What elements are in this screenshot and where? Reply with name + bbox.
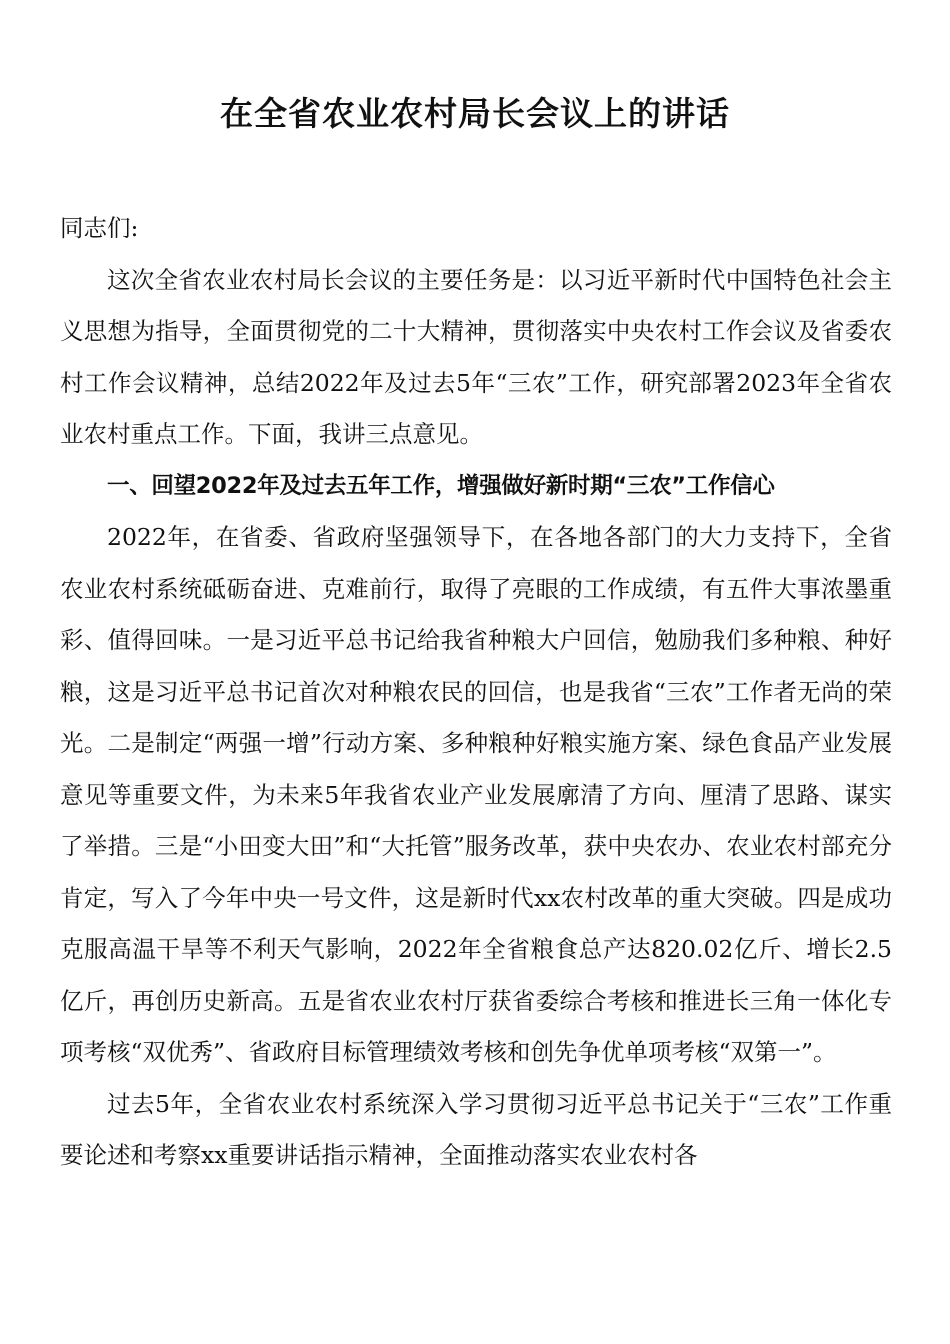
salutation: 同志们: bbox=[60, 214, 139, 242]
paragraph-2022-achievements: 2022年，在省委、省政府坚强领导下，在各地各部门的大力支持下，全省农业农村系统砥砺奋进、克难前行，取得了亮眼的工作成绩，有五件大事浓墨重彩、值得回味。一是习近平总书记给我省种粮大户回信，勉励我们多种粮、种好粮，这是习近平总书记首次对种粮农民的回信，也是我省“三农”工作者无尚的荣光。二是制定“两强一增”行动方案、多种粮种好粮实施方案、绿色食品产业发展意见等重要文件，为未来5年我省农业产业发展廓清了方向、厘清了思路、谋实了举措。三是“小田变大田”和“大托管”服务改革，获中央农办、农业农村部充分肯定，写入了今年中央一号文件，这是新时代xx农村改革的重大突破。四是成功克服高温干旱等不利天气影响，2022年全省粮食总产达820.02亿斤、增长2.5亿斤，再创历史新高。五是省农业农村厅获省委综合考核和推进长三角一体化专项考核“双优秀”、省政府目标管理绩效考核和创先争优单项考核“双第一”。 bbox=[60, 523, 892, 1066]
document-body bbox=[60, 203, 892, 1182]
paragraph-past-five-years: 过去5年，全省农业农村系统深入学习贯彻习近平总书记关于“三农”工作重要论述和考察xx重要讲话指示精神，全面推动落实农业农村各 bbox=[60, 1089, 892, 1169]
document-title: 在全省农业农村局长会议上的讲话 bbox=[220, 94, 730, 133]
section-heading-1: 一、回望2022年及过去五年工作，增强做好新时期“三农”工作信心 bbox=[107, 472, 775, 499]
paragraph-intro: 这次全省农业农村局长会议的主要任务是：以习近平新时代中国特色社会主义思想为指导，全面贯彻党的二十大精神，贯彻落实中央农村工作会议及省委农村工作会议精神，总结2022年及过去5年“三农”工作，研究部署2023年全省农业农村重点工作。下面，我讲三点意见。 bbox=[60, 265, 892, 448]
